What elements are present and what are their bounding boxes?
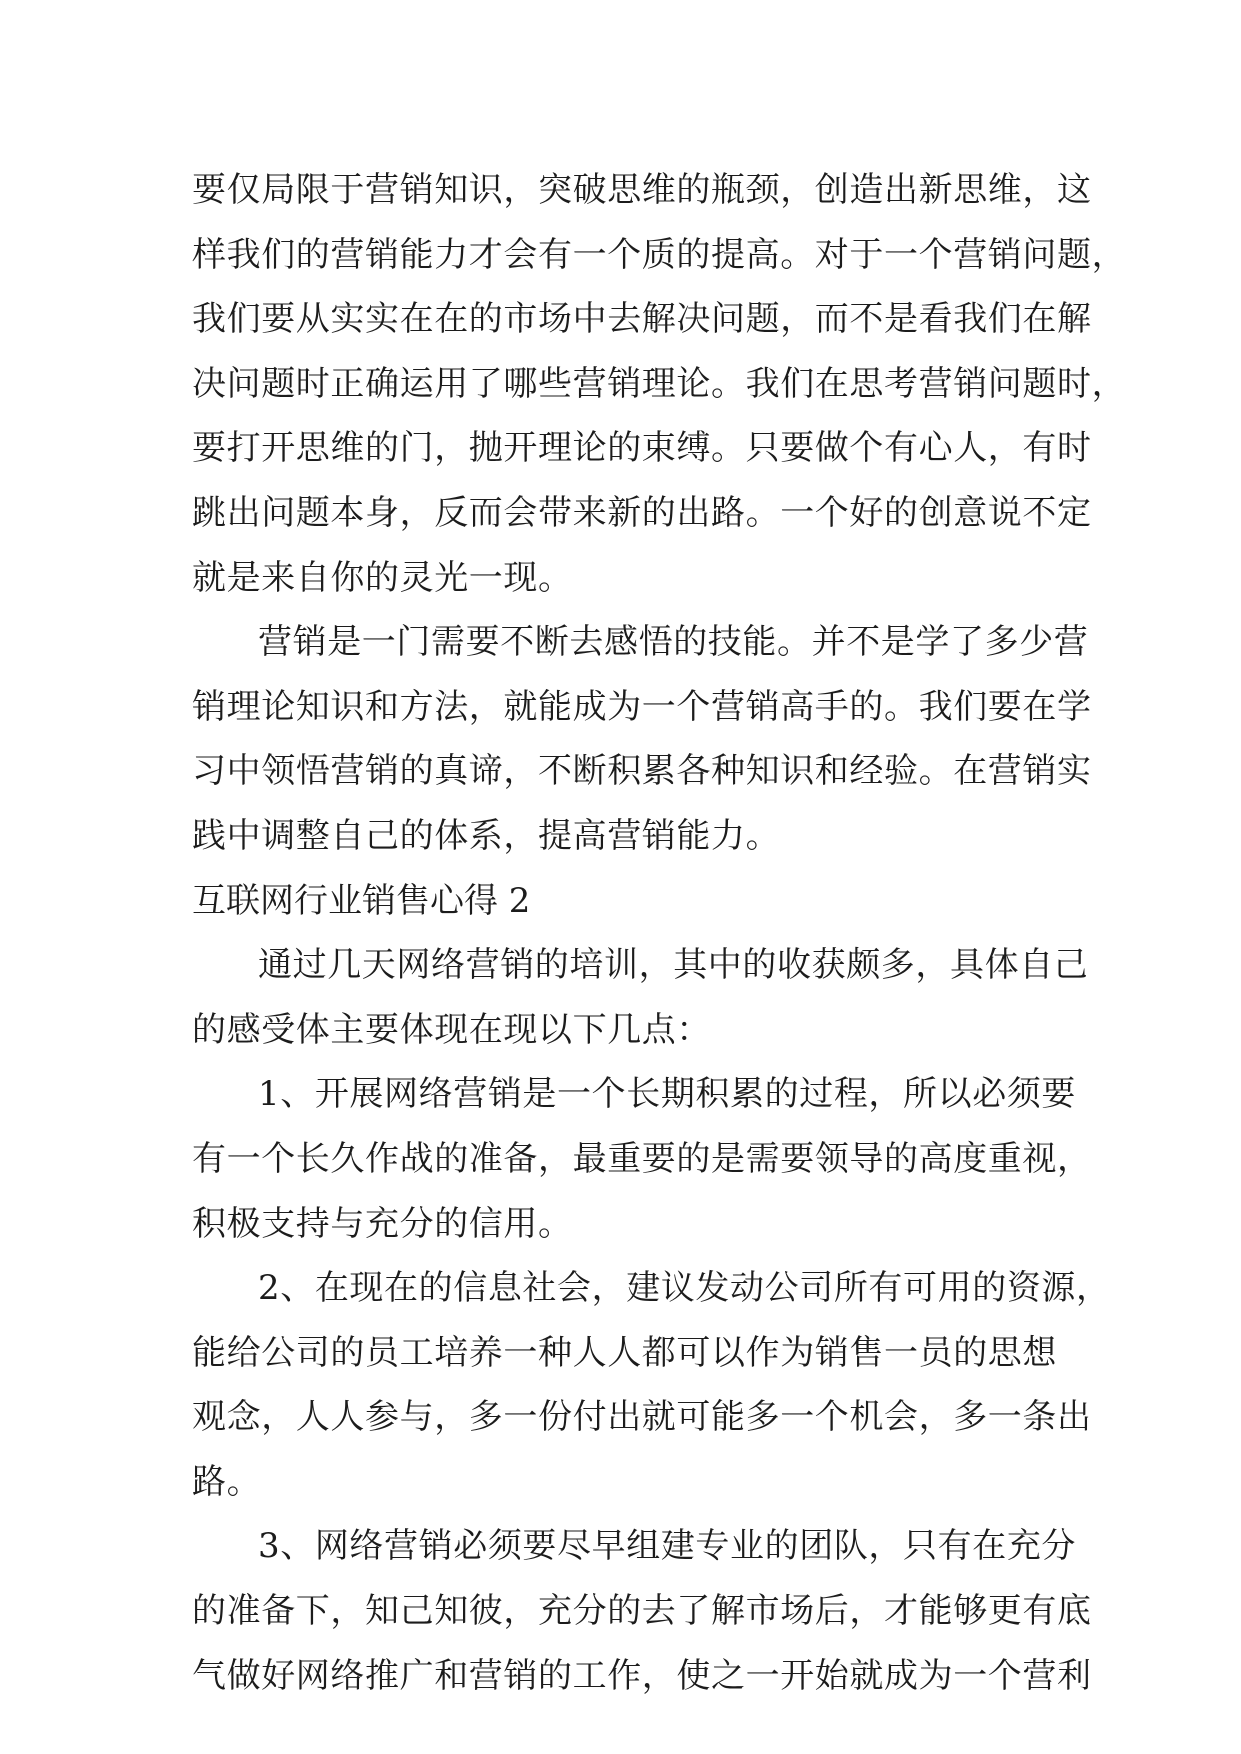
text-line: 通过几天网络营销的培训，其中的收获颇多，具体自己 (258, 945, 1089, 986)
text-line: 观念，人人参与，多一份付出就可能多一个机会，多一条出 (192, 1397, 1092, 1438)
text-line: 我们要从实实在在的市场中去解决问题，而不是看我们在解 (192, 299, 1092, 340)
text-line: 营销是一门需要不断去感悟的技能。并不是学了多少营 (258, 622, 1089, 663)
text-line: 跳出问题本身，反而会带来新的出路。一个好的创意说不定 (192, 492, 1092, 533)
text-line: 气做好网络推广和营销的工作，使之一开始就成为一个营利 (192, 1655, 1092, 1696)
text-line: 销理论知识和方法，就能成为一个营销高手的。我们要在学 (192, 686, 1092, 727)
text-line: 积极支持与充分的信用。 (192, 1203, 573, 1244)
text-line: 决问题时正确运用了哪些营销理论。我们在思考营销问题时， (192, 363, 1127, 404)
text-line: 要仅局限于营销知识，突破思维的瓶颈，创造出新思维，这 (192, 170, 1092, 210)
document-body (192, 158, 1127, 1708)
text-line: 践中调整自己的体系，提高营销能力。 (192, 815, 781, 856)
text-line: 的准备下，知己知彼，充分的去了解市场后，才能够更有底 (192, 1591, 1092, 1632)
text-line: 路。 (192, 1461, 262, 1502)
text-line: 要打开思维的门，抛开理论的束缚。只要做个有心人，有时 (192, 428, 1092, 469)
text-line: 习中领悟营销的真谛，不断积累各种知识和经验。在营销实 (192, 751, 1092, 792)
text-line: 样我们的营销能力才会有一个质的提高。对于一个营销问题， (192, 234, 1127, 275)
text-line: 有一个长久作战的准备，最重要的是需要领导的高度重视， (192, 1138, 1092, 1179)
text-line: 的感受体主要体现在现以下几点： (192, 1009, 711, 1050)
text-line: 2、在现在的信息社会，建议发动公司所有可用的资源， (258, 1268, 1111, 1309)
text-line: 就是来自你的灵光一现。 (192, 557, 573, 598)
text-line: 能给公司的员工培养一种人人都可以作为销售一员的思想 (192, 1332, 1057, 1373)
section-heading: 互联网行业销售心得 2 (192, 880, 531, 921)
text-line: 1、开展网络营销是一个长期积累的过程，所以必须要 (258, 1074, 1077, 1115)
text-line: 3、网络营销必须要尽早组建专业的团队，只有在充分 (258, 1526, 1077, 1567)
